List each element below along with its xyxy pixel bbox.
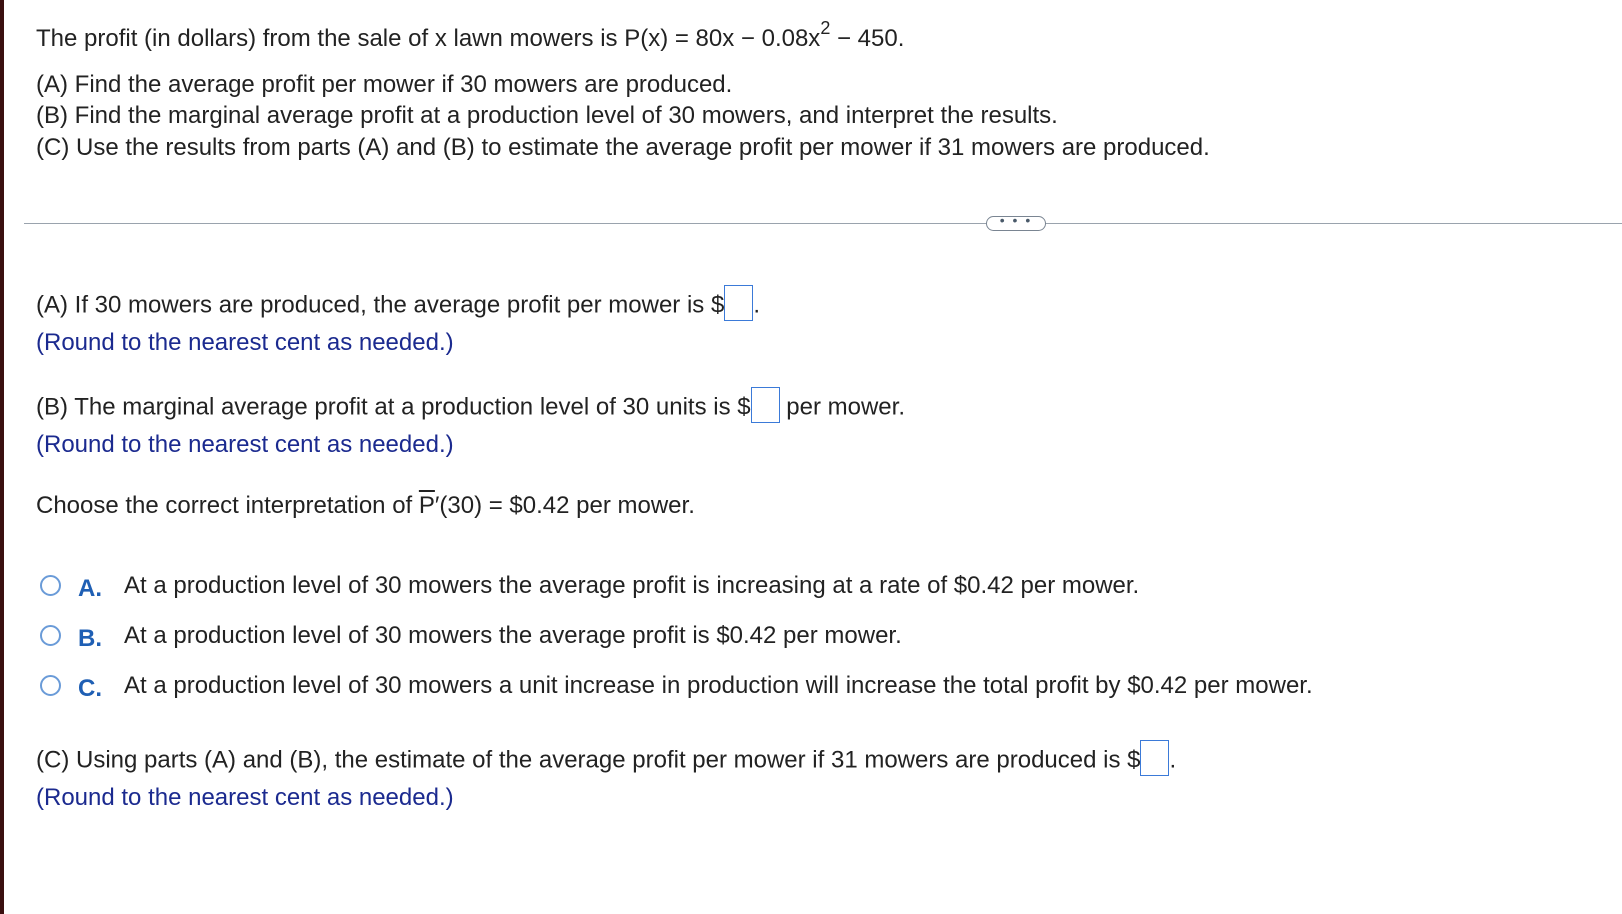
answer-a-prompt: (A) If 30 mowers are produced, the average profit per mower is $	[36, 291, 725, 319]
answer-b-input[interactable]	[751, 387, 780, 423]
p-bar-symbol: $\overline{P}$	[418, 492, 435, 519]
answer-c-suffix: .	[1169, 746, 1177, 774]
answer-b-suffix: per mower.	[779, 393, 905, 421]
problem-part-b: (B) Find the marginal average profit at a production level of 30 mowers, and interpret the results.	[36, 102, 1058, 129]
option-c-text: At a production level of 30 mowers a unit increase in production will increase the total profit by $0.42 per mower.	[124, 672, 1313, 699]
answer-c-hint: (Round to the nearest cent as needed.)	[36, 784, 454, 811]
answer-a-hint: (Round to the nearest cent as needed.)	[36, 329, 454, 356]
statement-text: The profit (in dollars) from the sale of x lawn mowers is P(x) = 80x − 0.08x	[36, 25, 821, 52]
section-divider	[24, 223, 1622, 224]
option-c-radio[interactable]	[40, 675, 61, 696]
option-b-radio[interactable]	[40, 625, 61, 646]
problem-part-c: (C) Use the results from parts (A) and (B) to estimate the average profit per mower if 31 mowers are produced.	[36, 134, 1210, 161]
answer-a-suffix: .	[753, 291, 760, 319]
answer-c-line	[36, 743, 1176, 779]
more-options-button[interactable]: • • •	[986, 216, 1046, 231]
answer-c-input[interactable]	[1140, 740, 1169, 776]
interpretation-prompt	[36, 491, 695, 521]
answer-b-line	[36, 390, 905, 426]
interpretation-suffix: ′(30) = $0.42 per mower.	[434, 492, 695, 519]
left-edge-bar	[0, 0, 4, 914]
answer-b-prompt: (B) The marginal average profit at a production level of 30 units is $	[36, 393, 751, 421]
option-a-text: At a production level of 30 mowers the average profit is increasing at a rate of $0.42 per mower.	[124, 572, 1140, 599]
option-a-radio[interactable]	[40, 575, 61, 596]
statement-suffix: − 450.	[830, 25, 905, 52]
answer-c-prompt: (C) Using parts (A) and (B), the estimate of the average profit per mower if 31 mowers are produced is $	[36, 746, 1141, 774]
answer-a-line	[36, 288, 760, 324]
option-b-letter: B.	[78, 625, 102, 652]
interpretation-prefix: Choose the correct interpretation of	[36, 492, 419, 519]
option-c-letter: C.	[78, 675, 102, 702]
problem-statement	[36, 18, 905, 55]
option-a-letter: A.	[78, 575, 102, 602]
answer-a-input[interactable]	[724, 285, 753, 321]
problem-part-a: (A) Find the average profit per mower if 30 mowers are produced.	[36, 71, 733, 98]
statement-exponent: 2	[820, 18, 831, 38]
answer-b-hint: (Round to the nearest cent as needed.)	[36, 431, 454, 458]
option-b-text: At a production level of 30 mowers the average profit is $0.42 per mower.	[124, 622, 902, 649]
